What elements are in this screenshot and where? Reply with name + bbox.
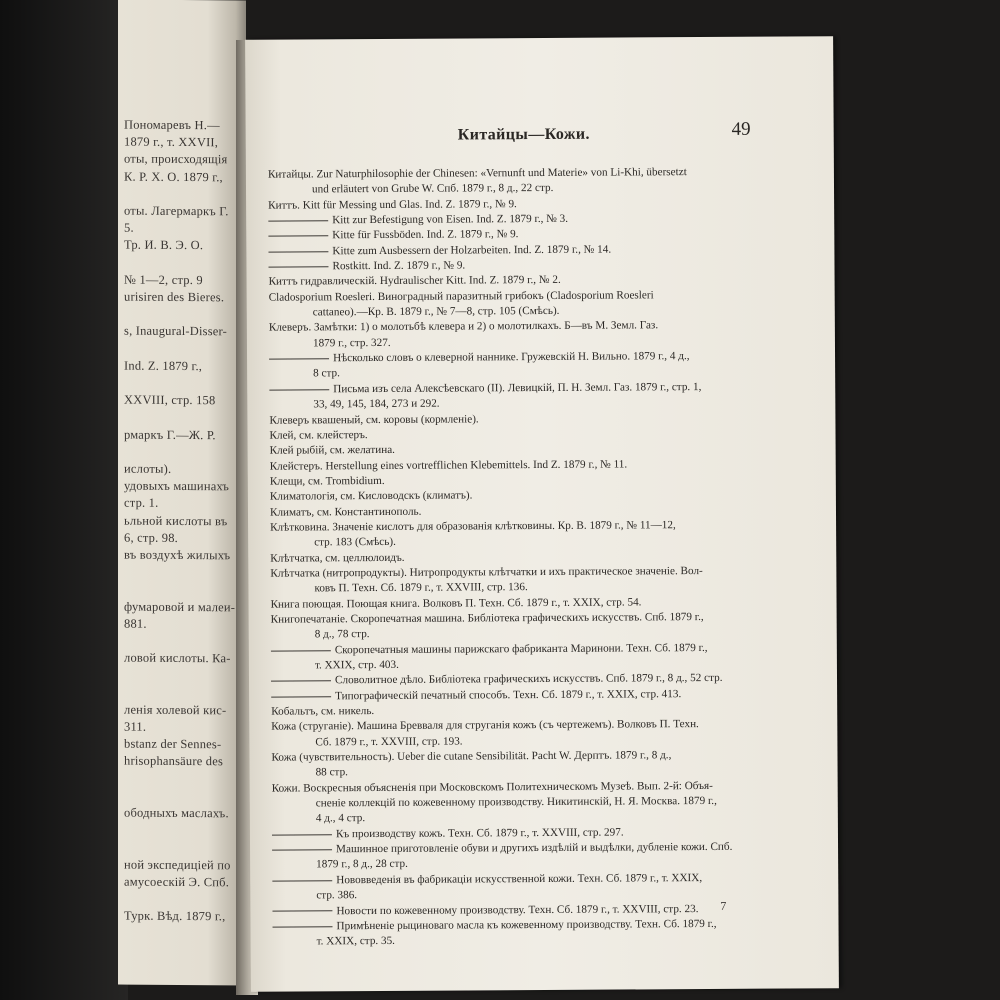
entry-text: Кобальтъ, см. никель. [271,705,375,718]
entry-text: Cladosporium Roesleri. Виноградный паразитный грибокъ (Cladosporium Roesleri [268,289,654,304]
left-page-text-fragment: 881. [124,616,147,631]
ditto-dash [272,911,332,912]
left-page-text-fragment: s, Inaugural-Disser- [124,323,228,339]
left-page-text-fragment: Пономаревъ Н.— [124,117,220,133]
left-page-text-fragment: Ind. Z. 1879 г., [124,358,203,373]
left-page-text-fragment: ислоты). [124,461,172,476]
entry-text: Kitt zur Befestigung von Eisen. Ind. Z. 1879 г., № 3. [332,212,569,227]
left-page-text-fragment: 1879 г., т. XXVII, [124,134,219,150]
left-page-text-fragment: оты, происходящія [124,151,228,167]
left-page-text-fragment: оты. Лагермаркъ Г. [124,203,229,219]
ditto-dash [268,236,328,237]
left-page-text-fragment: рмаркъ Г.—Ж. Р. [124,427,216,442]
signature-mark: 7 [720,898,727,913]
entry-text: Клейстеръ. Herstellung eines vortrefflichen Klebemittels. Ind Z. 1879 г., № 11. [269,458,628,473]
left-page-text-fragment: ной экспедиціей по [124,857,231,872]
entry-text: Климатологія, см. Кисловодскъ (климатъ). [269,489,473,503]
entry-text: Клѣтковина. Значеніе кислотъ для образованія клѣтковины. Кр. В. 1879 г., № 11—12, [270,519,676,534]
entry-text: 8 д., 78 стр. [314,628,370,641]
ditto-dash [273,926,333,927]
ditto-dash [268,251,328,252]
entry-text: 33, 49, 145, 184, 273 и 292. [313,397,440,411]
right-page [245,36,839,992]
entry-text: Нововведенія въ фабрикаціи искусственной кожи. Техн. Сб. 1879 г., т. XXIX, [336,871,703,887]
entry-text: Клѣтчатка, см. целлюлоидъ. [270,551,405,565]
left-page-text-fragment: bstanz der Sennes- [124,736,222,752]
entry-text: сненіе коллекцій по кожевенному производству. Никитинскій, Н. Я. Москва. 1879 г., [315,795,717,810]
left-page-text-fragment: 5. [124,220,134,235]
left-page-text-fragment: амусоескій Э. Спб. [124,874,230,890]
left-page-text-fragment: въ воздухѣ жилыхъ [124,547,231,563]
left-page-text-fragment: Тр. И. В. Э. О. [124,237,204,253]
background-left [0,0,128,1000]
entry-text: Киттъ. Kitt für Messing und Glas. Ind. Z. 1879 г., № 9. [268,197,517,212]
ditto-dash [268,220,328,221]
left-page-text-fragment: 6, стр. 98. [124,530,178,545]
entry-text: 4 д., 4 стр. [315,812,366,825]
left-page-text-fragment: фумаровой и малеи- [124,599,236,614]
entry-text: Kitte für Fussböden. Ind. Z. 1879 г., № 9. [332,228,519,242]
entry-text: Клещи, см. Trombidium. [269,474,385,488]
left-page-text-fragment: 311. [124,719,147,734]
entry-text: Книга поющая. Поющая книга. Волковъ П. Техн. Сб. 1879 г., т. XXIX, стр. 54. [270,596,642,611]
entry-text: Клѣтчатка (нитропродукты). Нитропродукты клѣтчатки и ихъ практическое значеніе. Вол- [270,564,703,580]
entry-text: Словолитное дѣло. Библіотека графическихъ искусствъ. Спб. 1879 г., 8 д., 52 стр. [334,672,723,687]
entry-text: Машинное приготовленіе обуви и другихъ издѣлій и выдѣлки, дубленіе кожи. Спб. [336,840,733,856]
page-title: Китайцы—Кожи. [457,125,590,144]
entry-text: 1879 г., 8 д., 28 стр. [316,858,408,871]
left-page-text-fragment: hrisophansäure des [124,753,224,769]
entry-text: Письма изъ села Алексѣевскаго (II). Левицкій, П. Н. Земл. Газ. 1879 г., стр. 1, [333,380,702,396]
left-page-text-fragment: XXVIII, стр. 158 [124,392,216,408]
entry-text: Сб. 1879 г., т. XXVIII, стр. 193. [315,735,463,749]
entry-text: und erläutert von Grube W. Спб. 1879 г., 8 д., 22 стр. [311,182,554,196]
entry-text: 1879 г., стр. 327. [312,336,391,350]
page-number: 49 [731,118,751,140]
entry-text: 88 стр. [315,766,348,779]
entry-text: Клей, см. клейстеръ. [269,428,368,442]
entry-text: Типографическій печатный способъ. Техн. Сб. 1879 г., т. XXIX, стр. 413. [335,687,682,702]
entry-text: Киттъ гидравлическій. Hydraulischer Kitt. Ind. Z. 1879 г., № 2. [268,274,561,289]
entry-text: Нѣсколько словъ о клеверной наннике. Гружевскій Н. Вильно. 1879 г., 4 д., [333,350,690,365]
left-page-text-fragment: К. Р. Х. О. 1879 г., [124,169,223,184]
entry-text: Новости по кожевенному производству. Техн. Сб. 1879 г., т. XXVIII, стр. 23. [336,902,699,917]
left-page-text-fragment: ьльной кислоты въ [124,513,228,528]
ditto-dash [269,389,329,390]
entry-text: Скоропечатныя машины парижскаго фабриканта Маринони. Техн. Сб. 1879 г., [334,641,708,656]
left-page-text-fragment: ловой кислоты. Ка- [124,650,231,666]
entry-text: Климатъ, см. Константинополь. [269,505,422,519]
left-page-text-fragment: стр. 1. [124,495,159,511]
entry-text: ковъ П. Техн. Сб. 1879 г., т. XXVIII, стр. 136. [314,581,528,595]
ditto-dash [272,880,332,881]
ditto-dash [268,266,328,267]
entry-text: т. XXIX, стр. 35. [316,935,396,948]
ditto-dash [271,681,331,682]
ditto-dash [269,358,329,359]
entry-text: Книгопечатаніе. Скоропечатная машина. Библіотека графическихъ искусствъ. Спб. 1879 г., [270,610,704,626]
entry-text: т. XXIX, стр. 403. [314,658,399,672]
entry-text: Клеверъ. Замѣтки: 1) о молотьбѣ клевера и 2) о молотилкахъ. Б—въ М. Земл. Газ. [268,319,659,335]
left-page-text-fragment: № 1—2, стр. 9 [124,272,203,287]
left-page-text-fragment: Турк. Вѣд. 1879 г., [124,908,226,924]
entry-text: Къ производству кожъ. Техн. Сб. 1879 г., т. XXVIII, стр. 297. [335,826,624,841]
entry-text: cattaneo).—Кр. В. 1879 г., № 7—8, стр. 105 (Смѣсь). [312,304,560,319]
entry-text: Клей рыбій, см. желатина. [269,444,396,457]
entry-text: 8 стр. [313,367,340,380]
entry-text: стр. 386. [316,889,358,902]
left-page-text-fragment: ободныхъ маслахъ. [124,805,229,821]
left-page [118,0,246,985]
ditto-dash [271,650,331,651]
entry-text: Кожа (струганіе). Машина Бревваля для струганія кожъ (съ чертежемъ). Волковъ П. Техн. [271,718,699,734]
left-page-text-fragment: удовыхъ машинахъ [124,478,230,494]
ditto-dash [271,696,331,697]
ditto-dash [272,849,332,850]
entry-text: Примѣненіе рыциноваго масла къ кожевенному производству. Техн. Сб. 1879 г., [336,917,717,933]
index-entries [268,164,821,950]
left-page-text-fragment: ленія холевой кис- [124,702,227,718]
ditto-dash [272,834,332,835]
entry-text: Кожа (чувствительность). Ueber die cutane Sensibilität. Pacht W. Дерптъ. 1879 г., 8 д., [271,749,672,764]
entry-text: Клеверъ квашеный, см. коровы (кормленіе). [269,412,479,427]
entry-text: Kitte zum Ausbessern der Holzarbeiten. Ind. Z. 1879 г., № 14. [332,243,612,257]
entry-text: Кожи. Воскресныя объясненія при Московскомъ Политехническомъ Музеѣ. Вып. 2-й: Объя- [271,779,713,795]
index-entry-continuation [273,931,821,950]
entry-text: Rostkitt. Ind. Z. 1879 г., № 9. [332,259,466,273]
left-page-text-fragment: urisiren des Bieres. [124,289,225,305]
entry-text: Китайцы. Zur Naturphilosophie der Chinesen: «Vernunft und Materie» von Li-Khi, übersetzt [267,166,687,181]
entry-text: стр. 183 (Смѣсь). [314,536,396,549]
